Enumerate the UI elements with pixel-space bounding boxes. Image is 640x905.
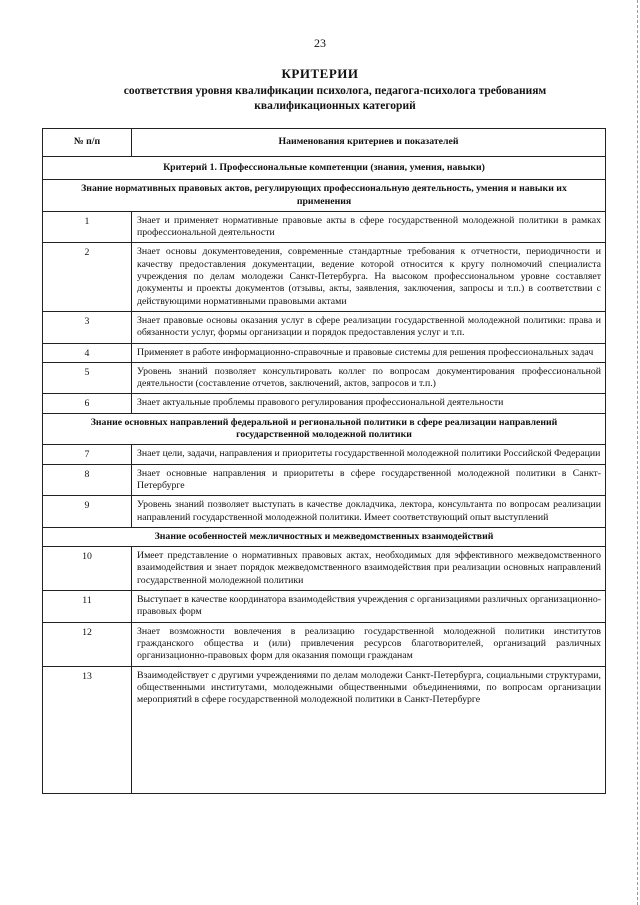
table-row: [43, 445, 606, 464]
row-text: Применяет в работе информационно-справочные и правовые системы для решения профессиональных задач: [132, 343, 606, 362]
row-number: 11: [43, 591, 132, 623]
document-subtitle: соответствия уровня квалификации психолога, педагога-психолога требованиям квалификационных категорий: [123, 85, 547, 112]
row-number: 2: [43, 243, 132, 311]
table-row: [43, 547, 606, 591]
table-row: [43, 311, 606, 343]
table-row: [43, 622, 606, 666]
row-number: 4: [43, 343, 132, 362]
criterion-title: Критерий 1. Профессиональные компетенции (знания, умения, навыки): [43, 157, 606, 180]
row-text: Имеет представление о нормативных правовых актах, необходимых для эффективного межведомственного взаимодействия и знает порядок межведомственного взаимодействия при реализации основных направлений государственной молодежной политики: [132, 547, 606, 591]
table-row: [43, 362, 606, 394]
row-text: Знает возможности вовлечения в реализацию государственной молодежной политики институтов гражданского общества и (или) привлечения ресурсов благотворителей, организаций различных организационно-правовых форм для оказания помощи гражданам: [132, 622, 606, 666]
row-number: 8: [43, 464, 132, 496]
column-header-number: № п/п: [43, 129, 132, 157]
row-text: Знает основы документоведения, современные стандартные требования к отчетности, периодичности и качеству предоставления документации, ведение которой относится к кругу полномочий специалиста учреждения по делам молодежи Санкт-Петербурга. На высоком профессиональном уровне составляет документы и проекты документов (отзывы, акты, заявления, заключения, запросы и т.п.) в соответствии с действующими нормативными правовыми актами: [132, 243, 606, 311]
row-number: 9: [43, 496, 132, 528]
row-text: Взаимодействует с другими учреждениями по делам молодежи Санкт-Петербурга, социальными структурами, общественными институтами, молодежными общественными объединениями, по вопросам организации мероприятий в сфере государственной молодежной политики в Санкт-Петербурге: [132, 666, 606, 793]
row-number: 5: [43, 362, 132, 394]
table-row: [43, 464, 606, 496]
row-text: Выступает в качестве координатора взаимодействия учреждения с организациями различных организационно-правовых форм: [132, 591, 606, 623]
row-number: 7: [43, 445, 132, 464]
section-row: [43, 527, 606, 546]
table-row: [43, 394, 606, 413]
table-row: [43, 211, 606, 243]
table-row: [43, 243, 606, 311]
row-text: Знает и применяет нормативные правовые акты в сфере государственной молодежной политики в рамках профессиональной деятельности: [132, 211, 606, 243]
table-row: [43, 591, 606, 623]
table-row: [43, 343, 606, 362]
page-number: 23: [314, 36, 326, 50]
criterion-row: [43, 157, 606, 180]
row-text: Уровень знаний позволяет выступать в качестве докладчика, лектора, консультанта по вопросам реализации направлений государственной молодежной политики. Имеет соответствующий опыт выступлений: [132, 496, 606, 528]
row-number: 13: [43, 666, 132, 793]
table-header-row: [43, 129, 606, 157]
scan-edge-line: [636, 0, 638, 905]
section-title: Знание нормативных правовых актов, регулирующих профессиональную деятельность, умения и навыки их применения: [43, 180, 606, 212]
section-row: [43, 413, 606, 445]
row-text: Знает цели, задачи, направления и приоритеты государственной молодежной политики Российской Федерации: [132, 445, 606, 464]
row-number: 3: [43, 311, 132, 343]
table-row: [43, 496, 606, 528]
table-row: [43, 666, 606, 793]
row-text: Уровень знаний позволяет консультировать коллег по вопросам документирования профессиональной деятельности (составление отчетов, заключений, актов, запросов и т.п.): [132, 362, 606, 394]
section-row: [43, 180, 606, 212]
criteria-table: [42, 128, 606, 794]
section-title: Знание особенностей межличностных и межведомственных взаимодействий: [43, 527, 606, 546]
section-title: Знание основных направлений федеральной и региональной политики в сфере реализации направлений государственной молодежной политики: [43, 413, 606, 445]
document-title: КРИТЕРИИ: [281, 66, 359, 81]
column-header-criteria: Наименования критериев и показателей: [132, 129, 606, 157]
row-number: 1: [43, 211, 132, 243]
row-text: Знает правовые основы оказания услуг в сфере реализации государственной молодежной политики: права и обязанности услуг, формы организации и порядок предоставления услуг и т.п.: [132, 311, 606, 343]
row-number: 10: [43, 547, 132, 591]
row-text: Знает актуальные проблемы правового регулирования профессиональной деятельности: [132, 394, 606, 413]
row-text: Знает основные направления и приоритеты в сфере государственной молодежной политики в Санкт-Петербурге: [132, 464, 606, 496]
row-number: 6: [43, 394, 132, 413]
row-number: 12: [43, 622, 132, 666]
